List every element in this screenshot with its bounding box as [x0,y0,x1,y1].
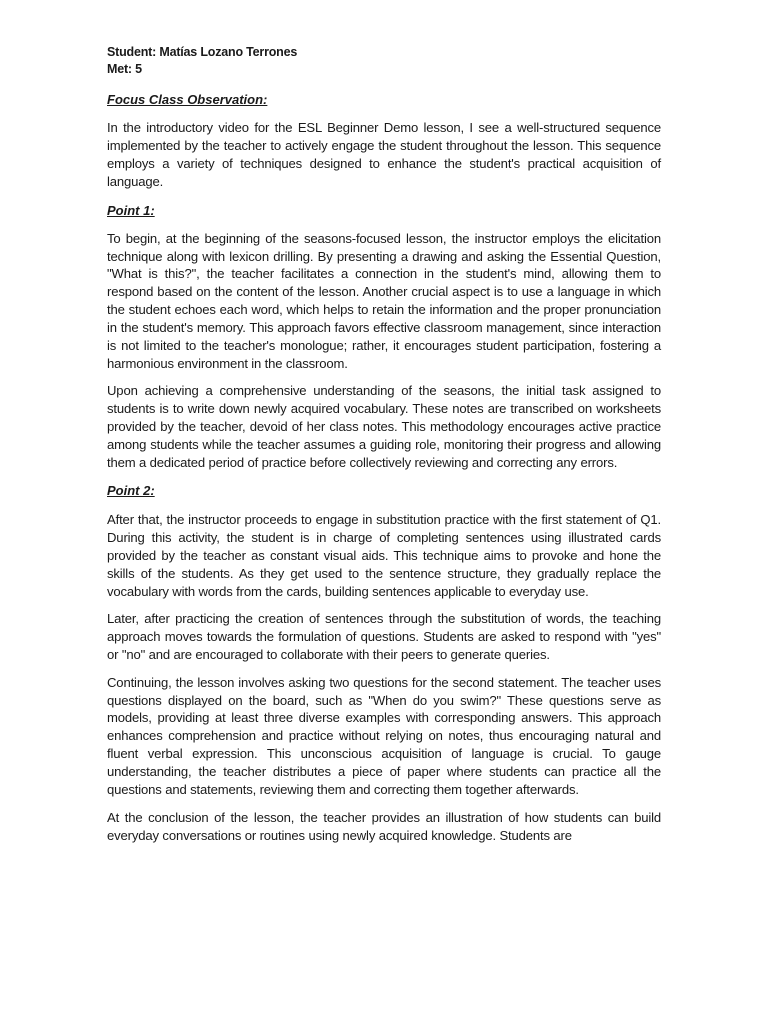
point-2-heading: Point 2: [107,483,155,499]
point-2-paragraph: Later, after practicing the creation of sentences through the substitution of words, the teaching approach moves towards the formulation of questions. Students are asked to respond with "yes" or "no" and are encouraged to collaborate with their peers to generate queries. [107,610,661,662]
point-2-paragraph: At the conclusion of the lesson, the teacher provides an illustration of how students can build everyday conversations or routines using newly acquired knowledge. Students are [107,810,661,843]
point-1-paragraph: Upon achieving a comprehensive understanding of the seasons, the initial task assigned to students is to write down newly acquired vocabulary. These notes are transcribed on worksheets provided by the teacher, devoid of her class notes. This methodology encourages active practice among students while the teacher assumes a guiding role, monitoring their progress and allowing them a dedicated period of practice before collectively reviewing and correcting any errors. [107,382,661,470]
student-info-block [107,44,661,78]
point-1-heading: Point 1: [107,202,155,218]
document-page [107,44,661,845]
point-2-paragraph: Continuing, the lesson involves asking two questions for the second statement. The teacher uses questions displayed on the board, such as "When do you swim?" These questions serve as models, providing at least three diverse examples with corresponding answers. This approach enhances comprehension and practice without relying on notes, thus encouraging natural and fluent verbal expression. This unconscious acquisition of language is crucial. To gauge understanding, the teacher distributes a piece of paper where students can practice all the questions and statements, reviewing them and correcting them together afterwards. [107,674,661,798]
focus-class-observation-heading: Focus Class Observation: [107,92,268,107]
point-1-paragraph: To begin, at the beginning of the seasons-focused lesson, the instructor employs the elicitation technique along with lexicon drilling. By presenting a drawing and asking the Essential Question, "What is this?", the teacher facilitates a connection in the student's mind, allowing them to respond based on the content of the lesson. Another crucial aspect is to use a language in which the student echoes each word, which helps to retain the information and the proper pronunciation in the student's memory. This approach favors effective classroom management, since interaction is not limited to the teacher's monologue; rather, it encourages student participation, fostering a harmonious environment in the classroom. [107,230,661,371]
point-2-paragraph: After that, the instructor proceeds to engage in substitution practice with the first statement of Q1. During this activity, the student is in charge of completing sentences using illustrated cards provided by the teacher as constant visual aids. This technique aims to provoke and hone the skills of the students. As they get used to the sentence structure, they gradually replace the vocabulary with words from the cards, building sentences applicable to everyday use. [107,512,661,600]
student-name: Student: Matías Lozano Terrones [107,45,298,59]
intro-paragraph: In the introductory video for the ESL Beginner Demo lesson, I see a well-structured sequence implemented by the teacher to actively engage the student throughout the lesson. This sequence employs a variety of techniques designed to enhance the student's practical acquisition of language. [107,120,661,189]
met-number: Met: 5 [107,62,142,76]
